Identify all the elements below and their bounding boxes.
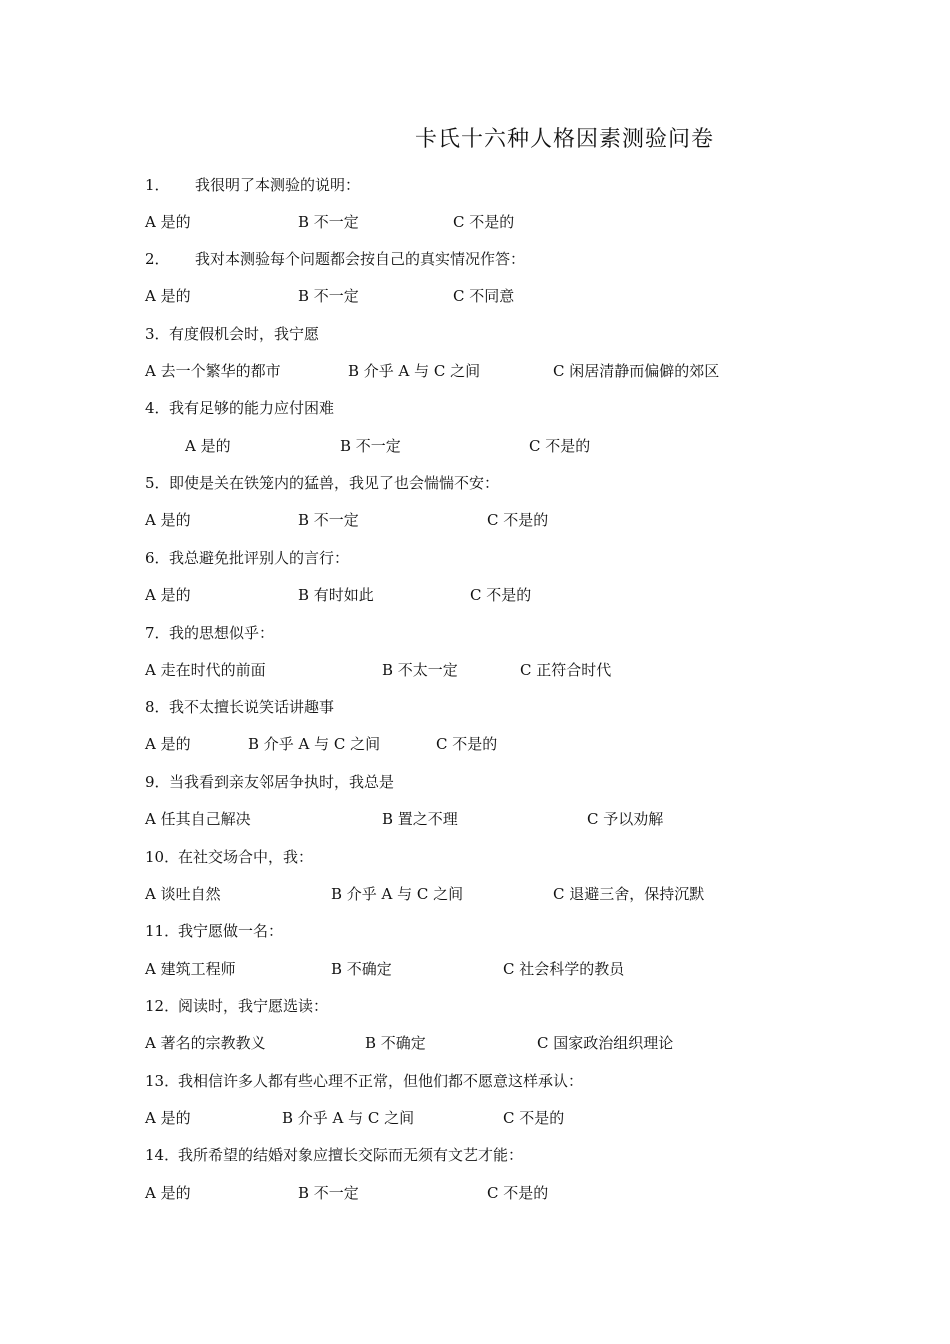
document-title: 卡氏十六种人格因素测验问卷: [415, 127, 715, 152]
option-b: B 不一定: [298, 213, 359, 231]
option-a: A 是的: [145, 735, 191, 753]
option-a: A 是的: [145, 586, 191, 604]
question-number: 2．: [145, 250, 170, 268]
option-a: A 建筑工程师: [145, 960, 236, 978]
option-c: C 予以劝解: [587, 810, 664, 828]
question-number: 5．: [145, 474, 170, 492]
question-text: 我不太擅长说笑话讲趣事: [169, 698, 335, 716]
question-text: 我宁愿做一名：: [178, 922, 284, 940]
option-c: C 不同意: [453, 287, 515, 305]
option-a: A 是的: [145, 213, 191, 231]
option-a: A 著名的宗教教义: [145, 1034, 266, 1052]
option-a: A 去一个繁华的都市: [145, 362, 281, 380]
option-c: C 不是的: [529, 437, 591, 455]
option-b: B 介乎 A 与 C 之间: [282, 1109, 415, 1127]
option-b: B 不一定: [298, 1184, 359, 1202]
question-text: 即使是关在铁笼内的猛兽，我见了也会惴惴不安：: [169, 474, 500, 492]
option-c: C 不是的: [487, 1184, 549, 1202]
question-number: 13．: [145, 1072, 180, 1090]
question-text: 我有足够的能力应付困难: [169, 399, 335, 417]
option-c: C 不是的: [487, 511, 549, 529]
option-b: B 介乎 A 与 C 之间: [248, 735, 381, 753]
option-c: C 闲居清静而偏僻的郊区: [553, 362, 720, 380]
option-c: C 正符合时代: [520, 661, 612, 679]
option-a: A 是的: [145, 1109, 191, 1127]
question-text: 在社交场合中，我：: [178, 848, 314, 866]
option-b: B 不一定: [340, 437, 401, 455]
option-c: C 不是的: [503, 1109, 565, 1127]
option-c: C 退避三舍，保持沉默: [553, 885, 705, 903]
option-b: B 有时如此: [298, 586, 374, 604]
question-text: 我总避免批评别人的言行：: [169, 549, 350, 567]
option-a: A 是的: [145, 1184, 191, 1202]
option-b: B 介乎 A 与 C 之间: [348, 362, 481, 380]
option-b: B 不确定: [365, 1034, 426, 1052]
question-text: 我相信许多人都有些心理不正常，但他们都不愿意这样承认：: [178, 1072, 584, 1090]
question-text: 我很明了本测验的说明：: [195, 176, 361, 194]
question-number: 4．: [145, 399, 170, 417]
question-number: 14．: [145, 1146, 180, 1164]
option-b: B 不确定: [331, 960, 392, 978]
question-number: 10．: [145, 848, 180, 866]
question-text: 我对本测验每个问题都会按自己的真实情况作答：: [195, 250, 526, 268]
option-a: A 走在时代的前面: [145, 661, 266, 679]
option-a: A 是的: [185, 437, 231, 455]
question-text: 当我看到亲友邻居争执时，我总是: [169, 773, 395, 791]
question-text: 阅读时，我宁愿选读：: [178, 997, 329, 1015]
question-number: 8．: [145, 698, 170, 716]
option-a: A 谈吐自然: [145, 885, 221, 903]
option-a: A 是的: [145, 511, 191, 529]
option-a: A 是的: [145, 287, 191, 305]
question-number: 9．: [145, 773, 170, 791]
question-number: 3．: [145, 325, 170, 343]
question-text: 我所希望的结婚对象应擅长交际而无须有文艺才能：: [178, 1146, 524, 1164]
question-number: 1．: [145, 176, 170, 194]
option-c: C 国家政治组织理论: [537, 1034, 674, 1052]
question-text: 有度假机会时，我宁愿: [169, 325, 320, 343]
option-b: B 置之不理: [382, 810, 458, 828]
option-c: C 不是的: [470, 586, 532, 604]
option-b: B 不一定: [298, 287, 359, 305]
option-b: B 介乎 A 与 C 之间: [331, 885, 464, 903]
option-c: C 不是的: [436, 735, 498, 753]
question-number: 6．: [145, 549, 170, 567]
option-b: B 不一定: [298, 511, 359, 529]
question-number: 7．: [145, 624, 170, 642]
question-text: 我的思想似乎：: [169, 624, 275, 642]
option-a: A 任其自己解决: [145, 810, 251, 828]
option-c: C 不是的: [453, 213, 515, 231]
question-number: 12．: [145, 997, 180, 1015]
option-c: C 社会科学的教员: [503, 960, 625, 978]
option-b: B 不太一定: [382, 661, 458, 679]
question-number: 11．: [145, 922, 180, 940]
